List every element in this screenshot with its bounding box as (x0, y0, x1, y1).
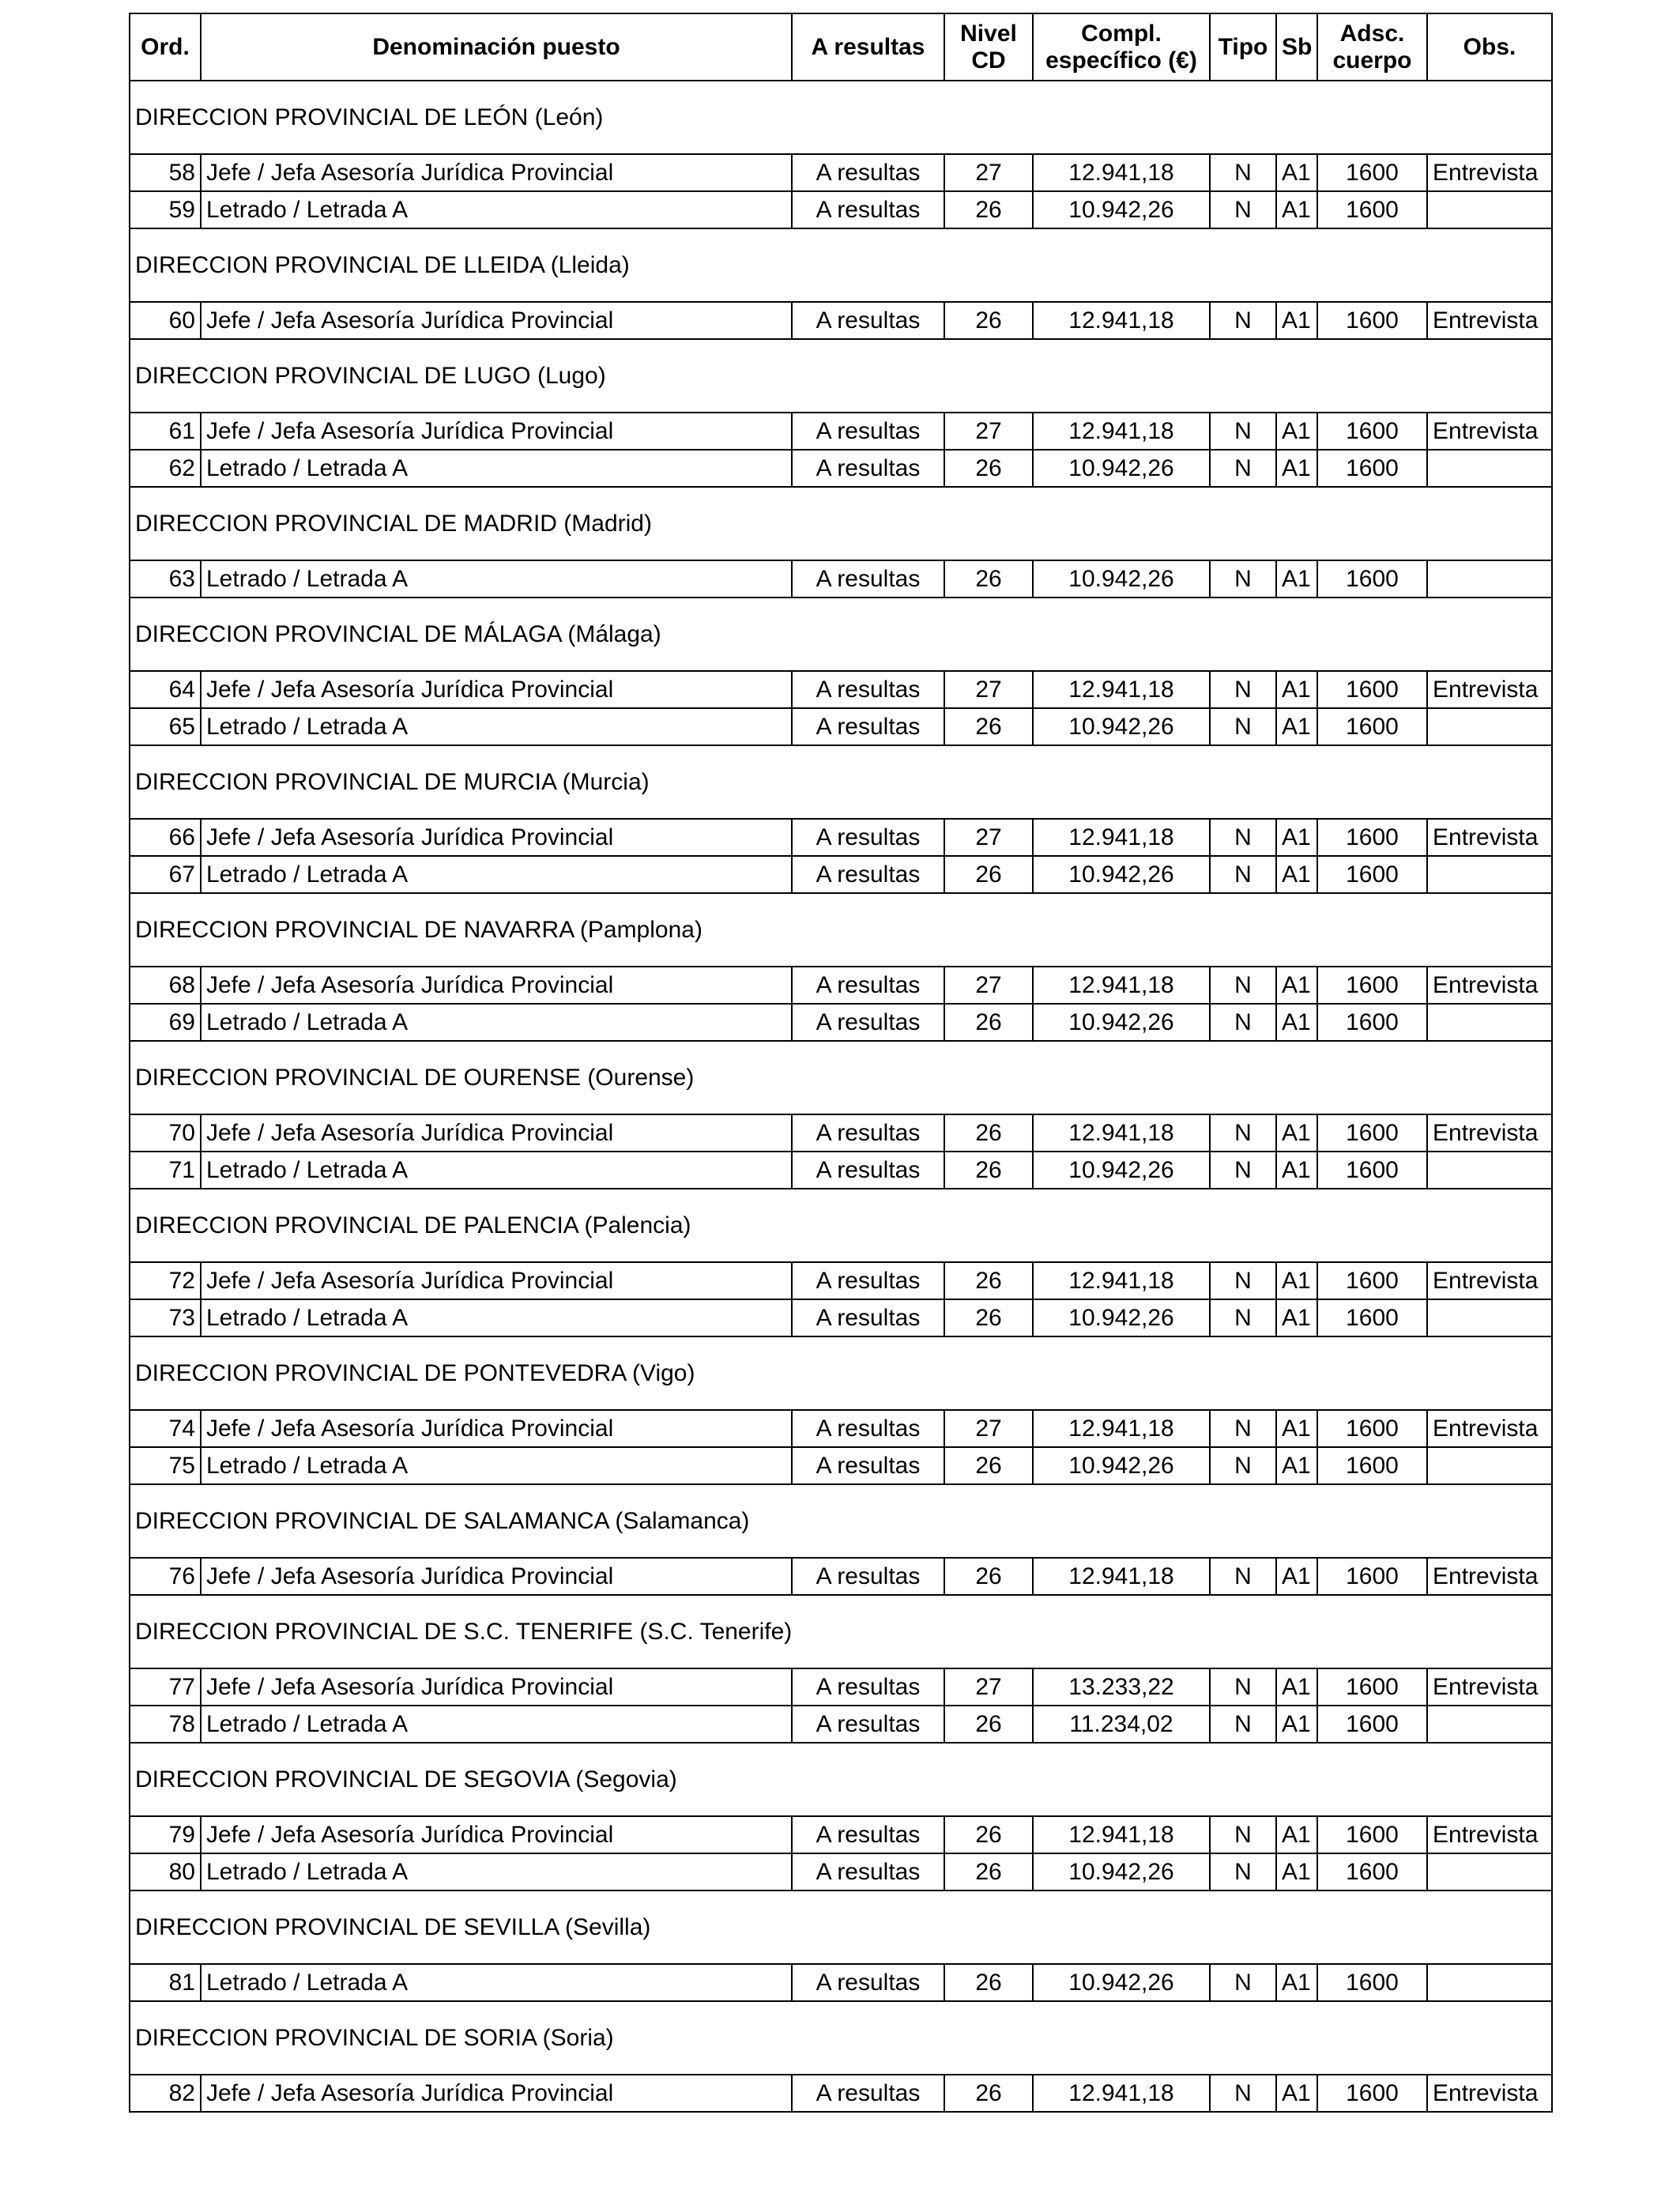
row-a-resultas: A resultas (792, 1706, 944, 1743)
row-adsc-cuerpo: 1600 (1317, 1816, 1427, 1853)
section-title: DIRECCION PROVINCIAL DE SEVILLA (Sevilla) (130, 1891, 1552, 1964)
table-row (130, 1668, 1552, 1706)
section-title: DIRECCION PROVINCIAL DE MÁLAGA (Málaga) (130, 598, 1552, 671)
row-compl-especifico: 10.942,26 (1033, 1447, 1210, 1484)
row-denominacion: Jefe / Jefa Asesoría Jurídica Provincial (201, 819, 792, 856)
row-compl-especifico: 10.942,26 (1033, 1299, 1210, 1336)
row-nivel-cd: 26 (944, 1152, 1033, 1189)
table-row (130, 1152, 1552, 1189)
row-a-resultas: A resultas (792, 856, 944, 893)
section-title: DIRECCION PROVINCIAL DE LLEIDA (Lleida) (130, 228, 1552, 302)
row-nivel-cd: 26 (944, 1114, 1033, 1152)
row-denominacion: Letrado / Letrada A (201, 1299, 792, 1336)
row-compl-especifico: 12.941,18 (1033, 967, 1210, 1004)
row-tipo: N (1210, 191, 1276, 228)
row-adsc-cuerpo: 1600 (1317, 154, 1427, 191)
row-compl-especifico: 12.941,18 (1033, 1262, 1210, 1299)
section-row (130, 598, 1552, 671)
header-compl-especifico: Compl. específico (€) (1033, 13, 1210, 81)
row-a-resultas: A resultas (792, 1004, 944, 1041)
row-nivel-cd: 26 (944, 708, 1033, 745)
row-tipo: N (1210, 1447, 1276, 1484)
table-row (130, 1964, 1552, 2001)
row-ord: 67 (130, 856, 201, 893)
row-adsc-cuerpo: 1600 (1317, 1299, 1427, 1336)
row-a-resultas: A resultas (792, 1853, 944, 1891)
row-obs (1427, 191, 1552, 228)
row-sb: A1 (1276, 819, 1317, 856)
row-denominacion: Jefe / Jefa Asesoría Jurídica Provincial (201, 1558, 792, 1595)
row-denominacion: Jefe / Jefa Asesoría Jurídica Provincial (201, 2075, 792, 2112)
row-compl-especifico: 10.942,26 (1033, 708, 1210, 745)
row-adsc-cuerpo: 1600 (1317, 1853, 1427, 1891)
row-tipo: N (1210, 1299, 1276, 1336)
row-obs (1427, 1853, 1552, 1891)
table-row (130, 302, 1552, 339)
section-row (130, 1189, 1552, 1262)
row-a-resultas: A resultas (792, 450, 944, 487)
row-adsc-cuerpo: 1600 (1317, 191, 1427, 228)
row-tipo: N (1210, 1558, 1276, 1595)
row-obs: Entrevista (1427, 1816, 1552, 1853)
row-compl-especifico: 10.942,26 (1033, 1004, 1210, 1041)
row-ord: 63 (130, 560, 201, 598)
row-adsc-cuerpo: 1600 (1317, 1706, 1427, 1743)
row-adsc-cuerpo: 1600 (1317, 1004, 1427, 1041)
table-row (130, 1299, 1552, 1336)
section-title: DIRECCION PROVINCIAL DE MADRID (Madrid) (130, 487, 1552, 560)
row-ord: 58 (130, 154, 201, 191)
row-ord: 76 (130, 1558, 201, 1595)
row-compl-especifico: 13.233,22 (1033, 1668, 1210, 1706)
row-nivel-cd: 27 (944, 671, 1033, 708)
row-denominacion: Jefe / Jefa Asesoría Jurídica Provincial (201, 302, 792, 339)
section-row (130, 339, 1552, 413)
row-obs: Entrevista (1427, 1114, 1552, 1152)
section-row (130, 228, 1552, 302)
row-adsc-cuerpo: 1600 (1317, 450, 1427, 487)
row-a-resultas: A resultas (792, 1964, 944, 2001)
row-compl-especifico: 10.942,26 (1033, 191, 1210, 228)
row-adsc-cuerpo: 1600 (1317, 1114, 1427, 1152)
table-header (130, 13, 1552, 81)
row-a-resultas: A resultas (792, 413, 944, 450)
table-row (130, 819, 1552, 856)
row-sb: A1 (1276, 2075, 1317, 2112)
row-sb: A1 (1276, 560, 1317, 598)
row-nivel-cd: 27 (944, 1668, 1033, 1706)
row-ord: 81 (130, 1964, 201, 2001)
row-compl-especifico: 12.941,18 (1033, 2075, 1210, 2112)
row-sb: A1 (1276, 1262, 1317, 1299)
section-title: DIRECCION PROVINCIAL DE SEGOVIA (Segovia) (130, 1743, 1552, 1816)
row-sb: A1 (1276, 413, 1317, 450)
row-adsc-cuerpo: 1600 (1317, 1262, 1427, 1299)
row-ord: 73 (130, 1299, 201, 1336)
row-ord: 80 (130, 1853, 201, 1891)
row-ord: 72 (130, 1262, 201, 1299)
row-compl-especifico: 12.941,18 (1033, 154, 1210, 191)
row-tipo: N (1210, 1964, 1276, 2001)
row-ord: 77 (130, 1668, 201, 1706)
section-title: DIRECCION PROVINCIAL DE SALAMANCA (Salamanca) (130, 1484, 1552, 1558)
row-tipo: N (1210, 413, 1276, 450)
row-sb: A1 (1276, 1299, 1317, 1336)
row-denominacion: Jefe / Jefa Asesoría Jurídica Provincial (201, 671, 792, 708)
section-title: DIRECCION PROVINCIAL DE PALENCIA (Palencia) (130, 1189, 1552, 1262)
row-compl-especifico: 11.234,02 (1033, 1706, 1210, 1743)
row-ord: 65 (130, 708, 201, 745)
header-a-resultas: A resultas (792, 13, 944, 81)
table-row (130, 1816, 1552, 1853)
row-denominacion: Jefe / Jefa Asesoría Jurídica Provincial (201, 1668, 792, 1706)
row-adsc-cuerpo: 1600 (1317, 1152, 1427, 1189)
row-ord: 74 (130, 1410, 201, 1447)
section-title: DIRECCION PROVINCIAL DE SORIA (Soria) (130, 2001, 1552, 2075)
row-denominacion: Jefe / Jefa Asesoría Jurídica Provincial (201, 413, 792, 450)
row-denominacion: Letrado / Letrada A (201, 1152, 792, 1189)
row-obs: Entrevista (1427, 1410, 1552, 1447)
row-nivel-cd: 26 (944, 560, 1033, 598)
row-denominacion: Jefe / Jefa Asesoría Jurídica Provincial (201, 1410, 792, 1447)
row-adsc-cuerpo: 1600 (1317, 302, 1427, 339)
row-nivel-cd: 26 (944, 450, 1033, 487)
row-compl-especifico: 12.941,18 (1033, 302, 1210, 339)
table-row (130, 1114, 1552, 1152)
row-adsc-cuerpo: 1600 (1317, 1964, 1427, 2001)
section-title: DIRECCION PROVINCIAL DE LUGO (Lugo) (130, 339, 1552, 413)
row-obs: Entrevista (1427, 154, 1552, 191)
row-sb: A1 (1276, 671, 1317, 708)
header-obs: Obs. (1427, 13, 1552, 81)
row-tipo: N (1210, 1262, 1276, 1299)
row-nivel-cd: 26 (944, 1004, 1033, 1041)
row-sb: A1 (1276, 1447, 1317, 1484)
row-tipo: N (1210, 560, 1276, 598)
row-obs: Entrevista (1427, 302, 1552, 339)
row-obs: Entrevista (1427, 1262, 1552, 1299)
table-row (130, 671, 1552, 708)
row-tipo: N (1210, 1668, 1276, 1706)
table-row (130, 1853, 1552, 1891)
row-nivel-cd: 26 (944, 302, 1033, 339)
row-tipo: N (1210, 1004, 1276, 1041)
row-tipo: N (1210, 1706, 1276, 1743)
row-adsc-cuerpo: 1600 (1317, 1558, 1427, 1595)
row-nivel-cd: 26 (944, 191, 1033, 228)
row-obs (1427, 856, 1552, 893)
section-title: DIRECCION PROVINCIAL DE OURENSE (Ourense) (130, 1041, 1552, 1114)
section-row (130, 1484, 1552, 1558)
section-title: DIRECCION PROVINCIAL DE NAVARRA (Pamplona) (130, 893, 1552, 967)
row-obs (1427, 1447, 1552, 1484)
section-row (130, 1041, 1552, 1114)
row-nivel-cd: 27 (944, 1410, 1033, 1447)
row-adsc-cuerpo: 1600 (1317, 1410, 1427, 1447)
header-nivel-cd: Nivel CD (944, 13, 1033, 81)
row-sb: A1 (1276, 1152, 1317, 1189)
row-a-resultas: A resultas (792, 1447, 944, 1484)
table-row (130, 1447, 1552, 1484)
table-row (130, 1410, 1552, 1447)
row-compl-especifico: 12.941,18 (1033, 1816, 1210, 1853)
row-denominacion: Jefe / Jefa Asesoría Jurídica Provincial (201, 154, 792, 191)
row-nivel-cd: 26 (944, 1706, 1033, 1743)
row-nivel-cd: 27 (944, 819, 1033, 856)
positions-table (129, 13, 1553, 2113)
row-a-resultas: A resultas (792, 967, 944, 1004)
table-row (130, 154, 1552, 191)
table-row (130, 967, 1552, 1004)
row-obs: Entrevista (1427, 2075, 1552, 2112)
row-a-resultas: A resultas (792, 302, 944, 339)
row-a-resultas: A resultas (792, 560, 944, 598)
row-tipo: N (1210, 154, 1276, 191)
section-row (130, 745, 1552, 819)
row-sb: A1 (1276, 450, 1317, 487)
row-denominacion: Letrado / Letrada A (201, 856, 792, 893)
row-ord: 79 (130, 1816, 201, 1853)
header-tipo: Tipo (1210, 13, 1276, 81)
row-obs (1427, 1004, 1552, 1041)
row-denominacion: Letrado / Letrada A (201, 1004, 792, 1041)
row-denominacion: Letrado / Letrada A (201, 708, 792, 745)
row-sb: A1 (1276, 191, 1317, 228)
row-denominacion: Letrado / Letrada A (201, 1964, 792, 2001)
row-a-resultas: A resultas (792, 2075, 944, 2112)
section-title: DIRECCION PROVINCIAL DE PONTEVEDRA (Vigo) (130, 1336, 1552, 1410)
row-compl-especifico: 10.942,26 (1033, 856, 1210, 893)
row-sb: A1 (1276, 1114, 1317, 1152)
row-compl-especifico: 12.941,18 (1033, 1558, 1210, 1595)
row-adsc-cuerpo: 1600 (1317, 671, 1427, 708)
table-row (130, 560, 1552, 598)
row-adsc-cuerpo: 1600 (1317, 2075, 1427, 2112)
row-nivel-cd: 26 (944, 856, 1033, 893)
row-sb: A1 (1276, 1853, 1317, 1891)
section-title: DIRECCION PROVINCIAL DE S.C. TENERIFE (S.C. Tenerife) (130, 1595, 1552, 1668)
row-ord: 59 (130, 191, 201, 228)
table-row (130, 191, 1552, 228)
row-ord: 70 (130, 1114, 201, 1152)
row-nivel-cd: 26 (944, 2075, 1033, 2112)
row-sb: A1 (1276, 856, 1317, 893)
section-row (130, 2001, 1552, 2075)
row-compl-especifico: 12.941,18 (1033, 819, 1210, 856)
row-obs: Entrevista (1427, 1668, 1552, 1706)
section-row (130, 893, 1552, 967)
row-tipo: N (1210, 671, 1276, 708)
row-adsc-cuerpo: 1600 (1317, 560, 1427, 598)
row-nivel-cd: 26 (944, 1816, 1033, 1853)
section-row (130, 1595, 1552, 1668)
row-sb: A1 (1276, 154, 1317, 191)
row-obs (1427, 560, 1552, 598)
row-a-resultas: A resultas (792, 1299, 944, 1336)
row-tipo: N (1210, 450, 1276, 487)
row-sb: A1 (1276, 1706, 1317, 1743)
table-row (130, 1262, 1552, 1299)
row-obs (1427, 1706, 1552, 1743)
row-sb: A1 (1276, 302, 1317, 339)
row-nivel-cd: 27 (944, 967, 1033, 1004)
row-obs: Entrevista (1427, 819, 1552, 856)
row-compl-especifico: 10.942,26 (1033, 1853, 1210, 1891)
section-row (130, 1743, 1552, 1816)
row-a-resultas: A resultas (792, 1816, 944, 1853)
row-denominacion: Letrado / Letrada A (201, 191, 792, 228)
row-ord: 78 (130, 1706, 201, 1743)
table-row (130, 413, 1552, 450)
row-a-resultas: A resultas (792, 1152, 944, 1189)
row-a-resultas: A resultas (792, 671, 944, 708)
row-a-resultas: A resultas (792, 1410, 944, 1447)
row-tipo: N (1210, 856, 1276, 893)
row-ord: 62 (130, 450, 201, 487)
row-a-resultas: A resultas (792, 191, 944, 228)
row-tipo: N (1210, 1114, 1276, 1152)
table-body (130, 81, 1552, 2112)
row-obs (1427, 1299, 1552, 1336)
row-a-resultas: A resultas (792, 1262, 944, 1299)
section-row (130, 487, 1552, 560)
row-nivel-cd: 26 (944, 1262, 1033, 1299)
row-a-resultas: A resultas (792, 1114, 944, 1152)
row-adsc-cuerpo: 1600 (1317, 819, 1427, 856)
row-ord: 66 (130, 819, 201, 856)
row-obs: Entrevista (1427, 413, 1552, 450)
row-compl-especifico: 12.941,18 (1033, 413, 1210, 450)
row-denominacion: Jefe / Jefa Asesoría Jurídica Provincial (201, 1114, 792, 1152)
row-tipo: N (1210, 302, 1276, 339)
row-obs (1427, 708, 1552, 745)
row-sb: A1 (1276, 967, 1317, 1004)
header-adsc-cuerpo: Adsc. cuerpo (1317, 13, 1427, 81)
header-ord: Ord. (130, 13, 201, 81)
row-ord: 64 (130, 671, 201, 708)
row-tipo: N (1210, 1853, 1276, 1891)
row-obs (1427, 1964, 1552, 2001)
table-row (130, 1004, 1552, 1041)
row-a-resultas: A resultas (792, 819, 944, 856)
row-nivel-cd: 26 (944, 1299, 1033, 1336)
row-tipo: N (1210, 1152, 1276, 1189)
row-tipo: N (1210, 967, 1276, 1004)
row-compl-especifico: 10.942,26 (1033, 450, 1210, 487)
row-adsc-cuerpo: 1600 (1317, 1447, 1427, 1484)
row-obs (1427, 1152, 1552, 1189)
row-obs: Entrevista (1427, 671, 1552, 708)
row-ord: 61 (130, 413, 201, 450)
row-sb: A1 (1276, 1410, 1317, 1447)
row-adsc-cuerpo: 1600 (1317, 708, 1427, 745)
row-denominacion: Letrado / Letrada A (201, 560, 792, 598)
row-denominacion: Jefe / Jefa Asesoría Jurídica Provincial (201, 1816, 792, 1853)
row-compl-especifico: 12.941,18 (1033, 671, 1210, 708)
row-sb: A1 (1276, 1668, 1317, 1706)
row-obs: Entrevista (1427, 967, 1552, 1004)
row-ord: 68 (130, 967, 201, 1004)
row-nivel-cd: 26 (944, 1964, 1033, 2001)
row-ord: 71 (130, 1152, 201, 1189)
row-ord: 60 (130, 302, 201, 339)
row-nivel-cd: 27 (944, 413, 1033, 450)
row-compl-especifico: 10.942,26 (1033, 1964, 1210, 2001)
table-row (130, 450, 1552, 487)
row-sb: A1 (1276, 1816, 1317, 1853)
row-adsc-cuerpo: 1600 (1317, 413, 1427, 450)
row-ord: 69 (130, 1004, 201, 1041)
row-nivel-cd: 26 (944, 1853, 1033, 1891)
row-tipo: N (1210, 2075, 1276, 2112)
row-nivel-cd: 26 (944, 1447, 1033, 1484)
row-sb: A1 (1276, 708, 1317, 745)
row-sb: A1 (1276, 1004, 1317, 1041)
row-compl-especifico: 12.941,18 (1033, 1114, 1210, 1152)
row-adsc-cuerpo: 1600 (1317, 967, 1427, 1004)
row-a-resultas: A resultas (792, 154, 944, 191)
row-nivel-cd: 26 (944, 1558, 1033, 1595)
table-row (130, 1706, 1552, 1743)
row-denominacion: Letrado / Letrada A (201, 450, 792, 487)
section-row (130, 1336, 1552, 1410)
row-a-resultas: A resultas (792, 708, 944, 745)
row-compl-especifico: 10.942,26 (1033, 560, 1210, 598)
row-a-resultas: A resultas (792, 1558, 944, 1595)
table-row (130, 856, 1552, 893)
row-nivel-cd: 27 (944, 154, 1033, 191)
row-obs (1427, 450, 1552, 487)
row-adsc-cuerpo: 1600 (1317, 1668, 1427, 1706)
row-sb: A1 (1276, 1558, 1317, 1595)
row-denominacion: Letrado / Letrada A (201, 1853, 792, 1891)
row-denominacion: Jefe / Jefa Asesoría Jurídica Provincial (201, 1262, 792, 1299)
section-title: DIRECCION PROVINCIAL DE MURCIA (Murcia) (130, 745, 1552, 819)
row-tipo: N (1210, 708, 1276, 745)
row-obs: Entrevista (1427, 1558, 1552, 1595)
table-row (130, 2075, 1552, 2112)
row-adsc-cuerpo: 1600 (1317, 856, 1427, 893)
table-row (130, 708, 1552, 745)
header-denominacion: Denominación puesto (201, 13, 792, 81)
row-denominacion: Letrado / Letrada A (201, 1706, 792, 1743)
header-sb: Sb (1276, 13, 1317, 81)
row-tipo: N (1210, 1816, 1276, 1853)
row-a-resultas: A resultas (792, 1668, 944, 1706)
row-ord: 82 (130, 2075, 201, 2112)
section-row (130, 1891, 1552, 1964)
row-sb: A1 (1276, 1964, 1317, 2001)
row-denominacion: Letrado / Letrada A (201, 1447, 792, 1484)
row-tipo: N (1210, 819, 1276, 856)
row-denominacion: Jefe / Jefa Asesoría Jurídica Provincial (201, 967, 792, 1004)
table-row (130, 1558, 1552, 1595)
section-title: DIRECCION PROVINCIAL DE LEÓN (León) (130, 81, 1552, 154)
row-compl-especifico: 12.941,18 (1033, 1410, 1210, 1447)
row-tipo: N (1210, 1410, 1276, 1447)
row-ord: 75 (130, 1447, 201, 1484)
section-row (130, 81, 1552, 154)
row-compl-especifico: 10.942,26 (1033, 1152, 1210, 1189)
